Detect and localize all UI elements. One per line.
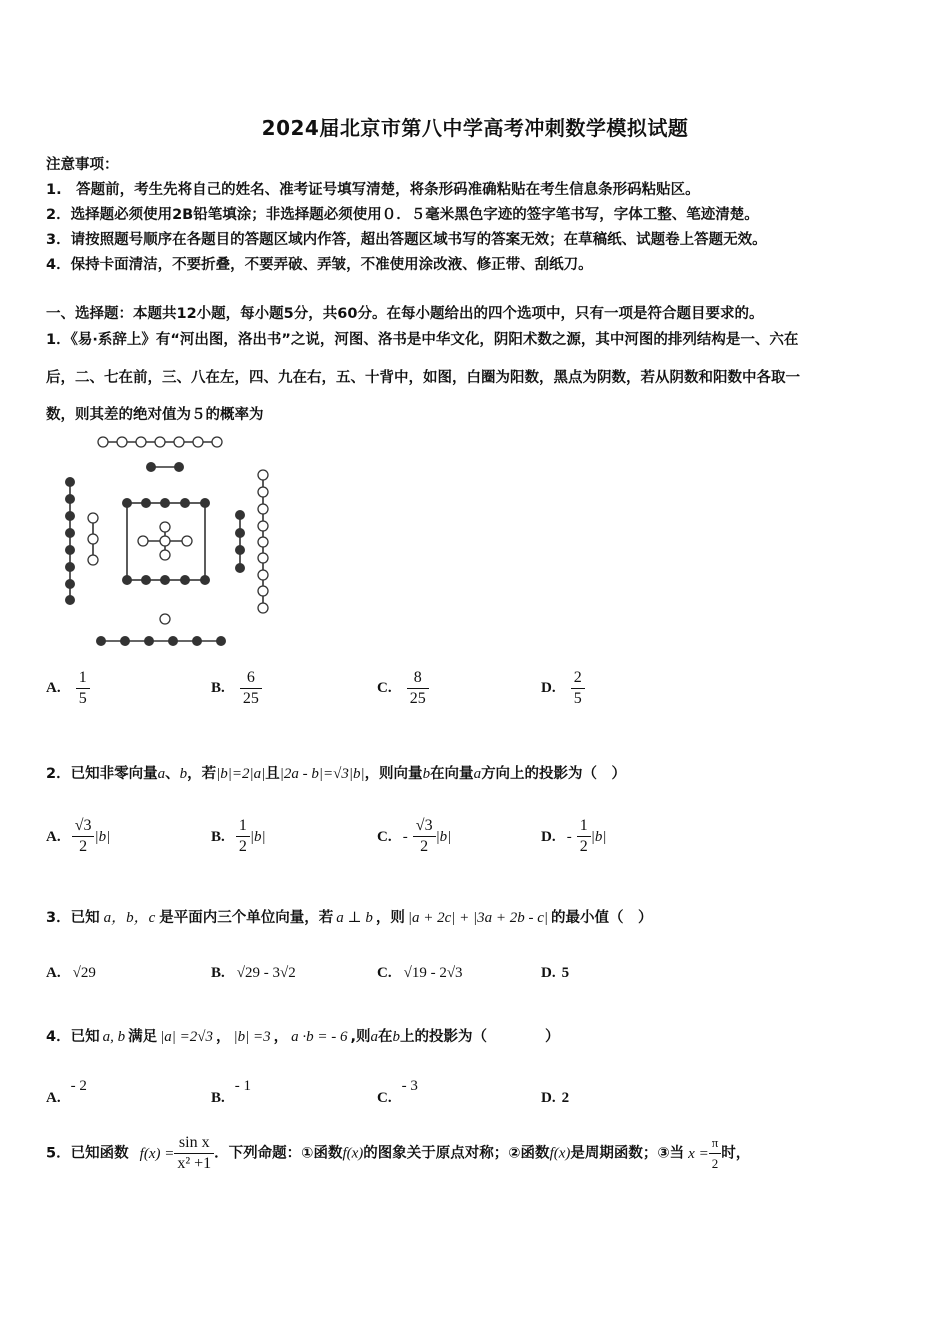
q2-option-b[interactable]: B. $\frac{1}{2}$ |b| [211, 817, 266, 855]
fraction: $\frac{1}{2}$ [236, 816, 250, 857]
fraction: $\frac{1}{5}$ [76, 668, 90, 709]
q3-stem: 3．已知 a，b，c 是平面内三个单位向量，若 a ⊥ b ，则 |a + 2c| + |3a + 2b - c| 的最小值（ ） [46, 910, 653, 926]
q4-stem: 4．已知 a, b 满足 |a| =2√3 ， |b| =3 ， a ·b = - 6 ,则a在b上的投影为（ ） [46, 1029, 560, 1045]
hetu-diagram [55, 430, 285, 655]
q1-line: 后，二、七在前，三、八在左，四、九在右，五、十背中，如图，白圈为阳数，黑点为阴数，若从阴数和阳数中各取一 [46, 370, 800, 386]
q1-option-d[interactable]: D. $\frac{2}{5}$ [541, 668, 585, 709]
q2-stem: 2．已知非零向量a、b，若|b|=2|a|且|2a - b|=√3|b|，则向量b在向量a方向上的投影为（ ） [46, 766, 627, 782]
q3-option-a[interactable]: A. √29 [46, 965, 96, 981]
fraction: $\frac{2}{5}$ [571, 668, 585, 709]
q2-condition-1: |b|=2|a| [216, 766, 266, 782]
q2-option-a[interactable]: A. $\frac{√3}{2}$ |b| [46, 817, 111, 855]
notice-heading: 注意事项： [46, 157, 119, 173]
q2-condition-2: |2a - b|=√3|b| [279, 766, 365, 782]
fraction: $\frac{1}{2}$ [577, 816, 591, 857]
fraction: $\frac{\text{sin x}}{\text{x² +1}}$ [174, 1133, 214, 1174]
notice-item: 2．选择题必须使用2B铅笔填涂；非选择题必须使用０．５毫米黑色字迹的签字笔书写，字体工整、笔迹清楚。 [46, 207, 759, 223]
q1-line: 数，则其差的绝对值为５的概率为 [46, 407, 264, 423]
q5-stem: 5．已知函数 f(x) = $\frac{\text{sin x}}{\text{x² +1}}$ ．下列命题：①函数f(x)的图象关于原点对称；②函数f(x)是周期函数；③当 x = $\frac{\pi}{2}$ 时， [46, 1134, 751, 1172]
q1-option-c[interactable]: C. $\frac{8}{25}$ [377, 668, 429, 709]
fraction: $\frac{6}{25}$ [240, 668, 262, 709]
q3-option-d[interactable]: D. 5 [541, 965, 570, 981]
q1-option-a[interactable]: A. $\frac{1}{5}$ [46, 668, 90, 709]
q3-option-c[interactable]: C. √19 - 2√3 [377, 965, 463, 981]
q4-option-a[interactable]: A.- 2 [46, 1078, 87, 1106]
q1-option-b[interactable]: B. $\frac{6}{25}$ [211, 668, 262, 709]
fraction: $\frac{\pi}{2}$ [709, 1133, 722, 1174]
q4-option-c[interactable]: C.- 3 [377, 1078, 418, 1106]
page-title: 2024届北京市第八中学高考冲刺数学模拟试题 [261, 116, 689, 140]
notice-item: 1. 答题前，考生先将自己的姓名、准考证号填写清楚，将条形码准确粘贴在考生信息条形码粘贴区。 [46, 182, 700, 198]
section-heading: 一、选择题：本题共12小题，每小题5分，共60分。在每小题给出的四个选项中，只有一项是符合题目要求的。 [46, 306, 764, 322]
fraction: $\frac{8}{25}$ [407, 668, 429, 709]
notice-item: 3．请按照题号顺序在各题目的答题区域内作答，超出答题区域书写的答案无效；在草稿纸、试题卷上答题无效。 [46, 232, 767, 248]
q2-option-c[interactable]: C. - $\frac{√3}{2}$ |b| [377, 817, 452, 855]
q4-option-d[interactable]: D. 2 [541, 1090, 570, 1106]
fraction: $\frac{√3}{2}$ [413, 816, 436, 857]
notice-item: 4．保持卡面清洁，不要折叠，不要弄破、弄皱，不准使用涂改液、修正带、刮纸刀。 [46, 257, 593, 273]
q4-option-b[interactable]: B.- 1 [211, 1078, 252, 1106]
q2-option-d[interactable]: D. - $\frac{1}{2}$ |b| [541, 817, 607, 855]
q3-expression: |a + 2c| + |3a + 2b - c| [407, 910, 549, 926]
q1-line: 1．《易·系辞上》有“河出图，洛出书”之说，河图、洛书是中华文化，阴阳术数之源，其中河图的排列结构是一、六在 [46, 332, 799, 348]
q3-option-b[interactable]: B. √29 - 3√2 [211, 965, 296, 981]
fraction: $\frac{√3}{2}$ [72, 816, 95, 857]
